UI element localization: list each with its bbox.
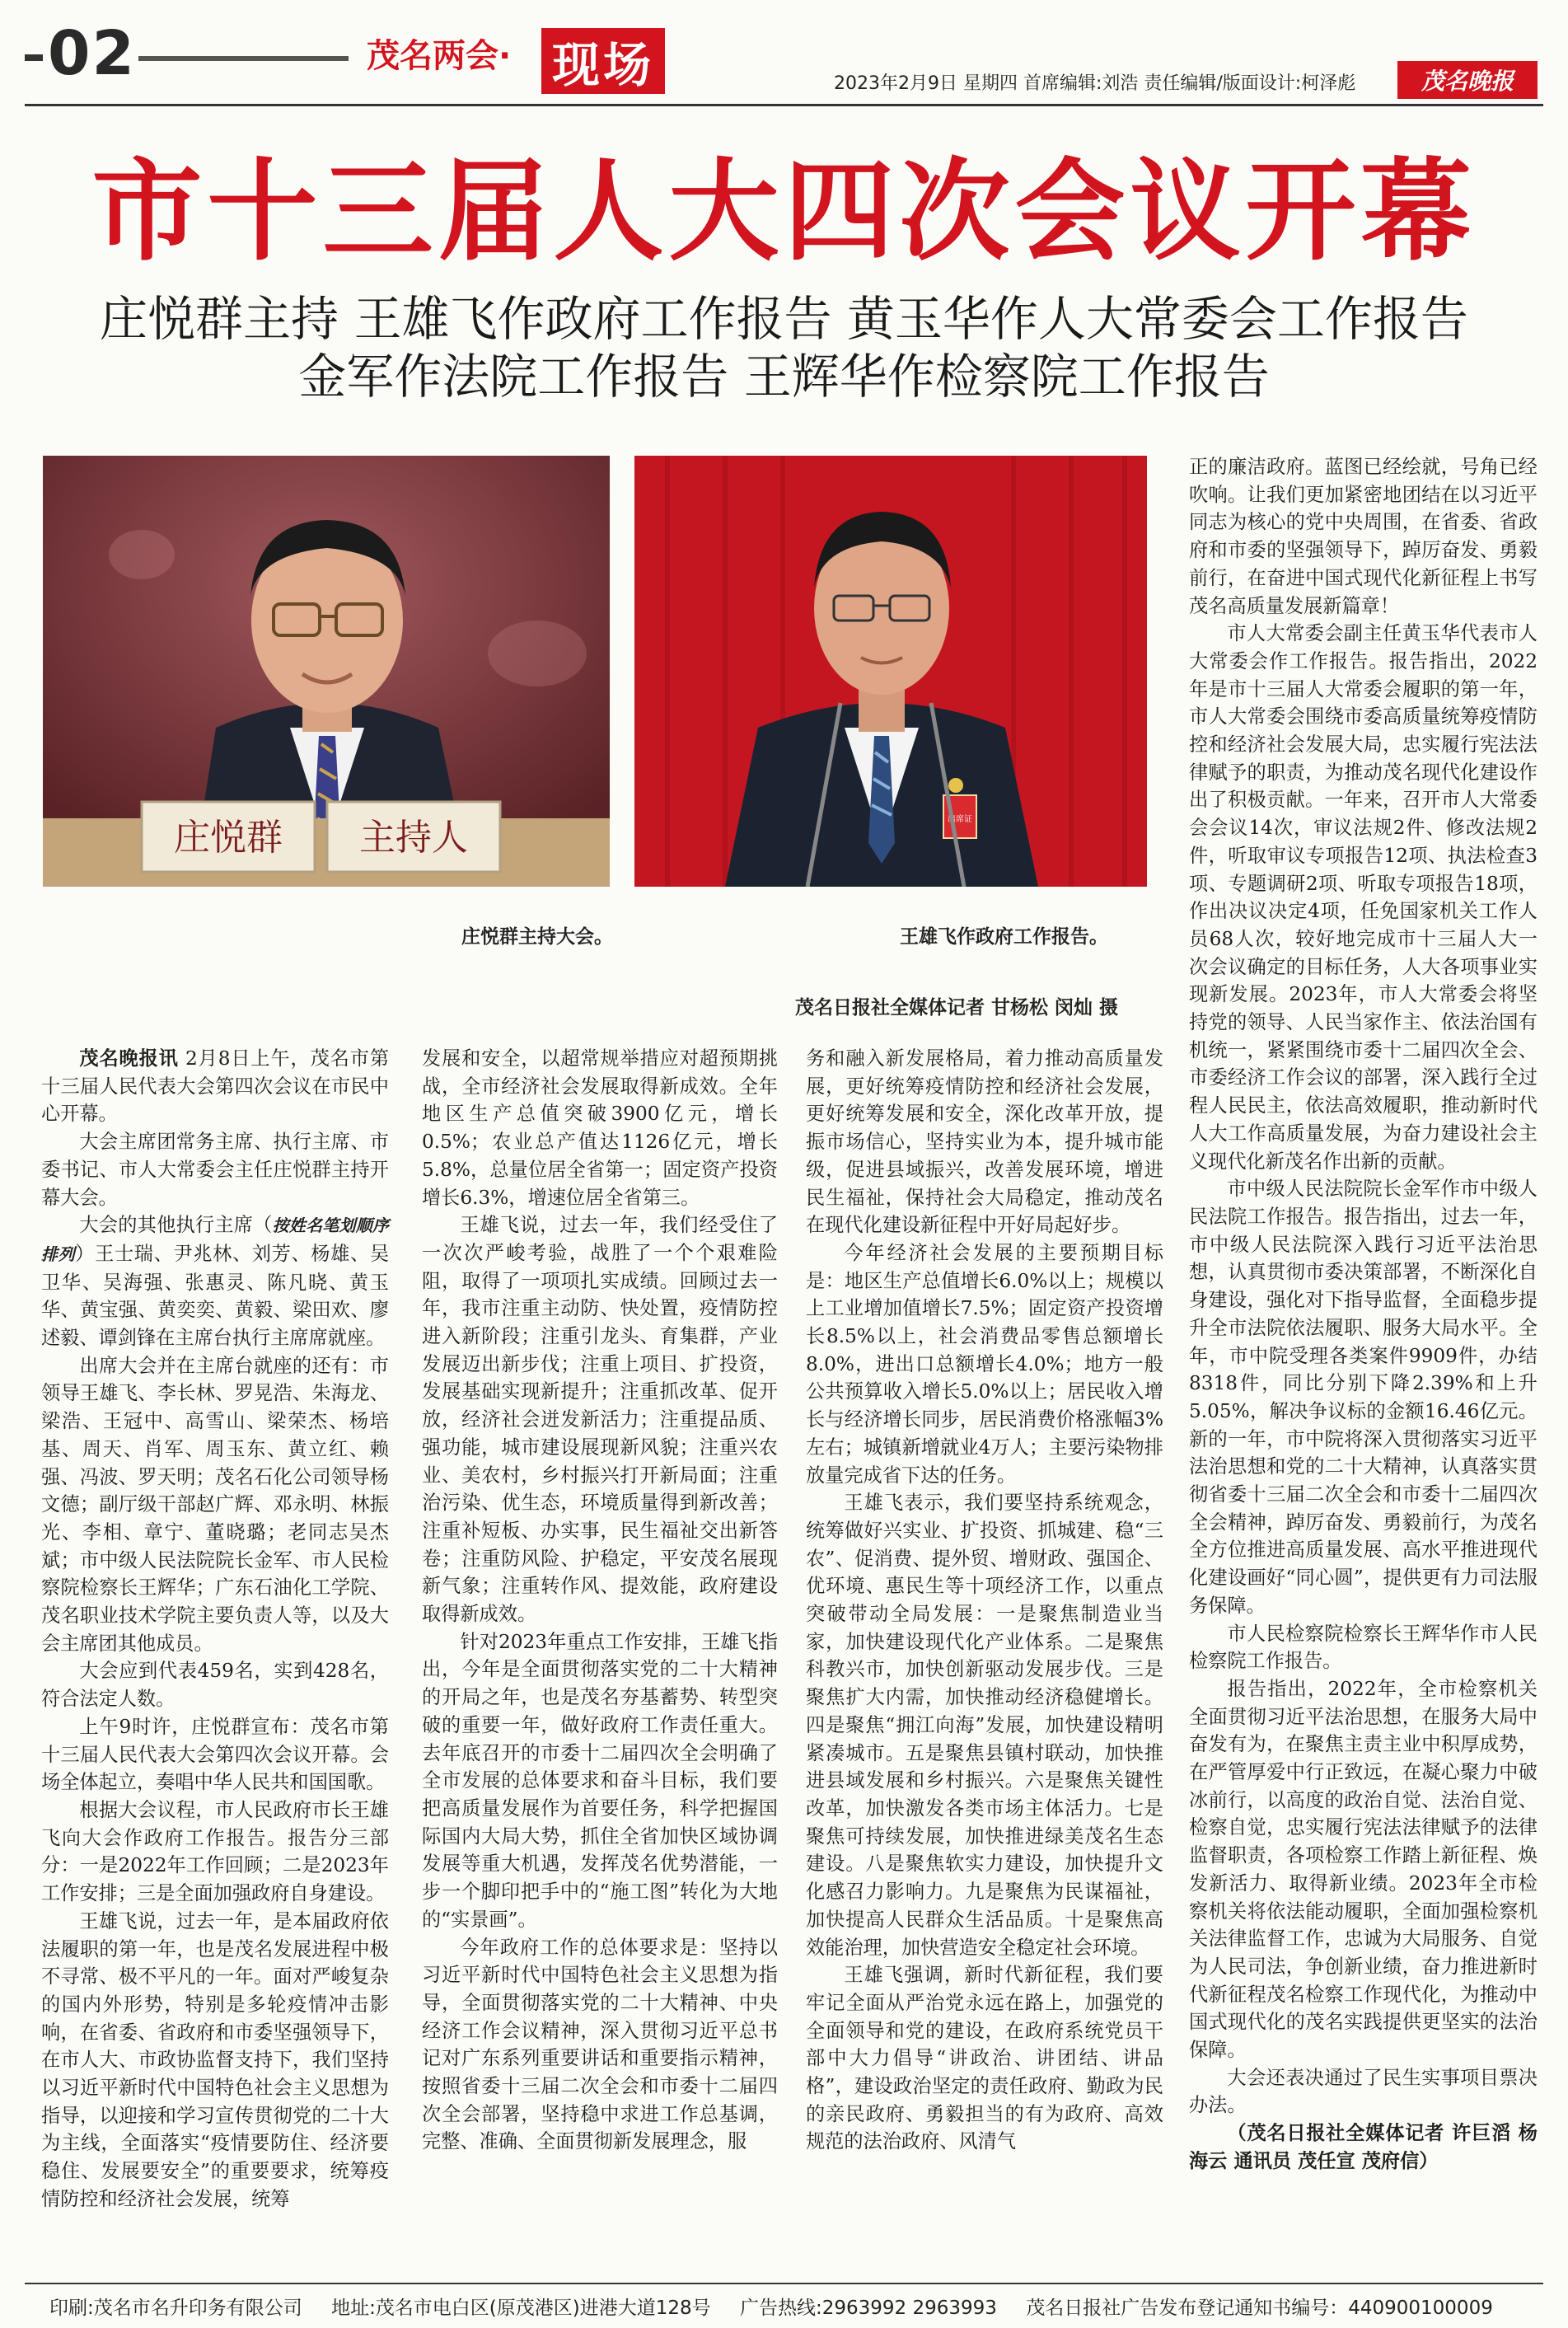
masthead-logo: 茂名晚报 <box>1397 61 1538 99</box>
paragraph: 今年经济社会发展的主要预期目标是：地区生产总值增长6.0%以上；规模以上工业增加值增长7.5%；固定资产投资增长8.5%以上，社会消费品零售总额增长8.0%，进出口总额增长4.0%；地方一般公共预算收入增长5.0%以上；居民收入增长与经济增长同步，居民消费价格涨幅3%左右；城镇新增就业4万人；主要污染物排放量完成省下达的任务。 <box>806 1241 1163 1487</box>
headline-subtitle-2: 金军作法院工作报告 王辉华作检察院工作报告 <box>298 349 1270 405</box>
footer-rule <box>25 2283 1543 2284</box>
header-info: 2023年2月9日 星期四 首席编辑:刘浩 责任编辑/版面设计:柯泽彪 <box>834 73 1356 94</box>
order-note: 按姓名笔划顺序排列 <box>41 1216 390 1264</box>
paragraph: 今年政府工作的总体要求是：坚持以习近平新时代中国特色社会主义思想为指导，全面贯彻落实党的二十大精神、中央经济工作会议精神，深入贯彻习近平总书记对广东系列重要讲话和重要指示精神，按照省委十三届二次全会和市委十二届四次全会部署，坚持稳中求进工作总基调，完整、准确、全面贯彻新发展理念，服 <box>422 1936 778 2153</box>
page-number: 02 <box>48 18 136 89</box>
photo-credit: 茂名日报社全媒体记者 甘杨松 闵灿 摄 <box>795 997 1119 1019</box>
photo-caption-2: 王雄飞作政府工作报告。 <box>900 926 1108 948</box>
header-rule <box>25 104 1543 106</box>
nameplate-2: 主持人 <box>359 817 468 859</box>
paragraph: 市中级人民法院院长金军作市中级人民法院工作报告。报告指出，过去一年，市中级人民法院深入践行习近平法治思想，认真贯彻市委决策部署，不断深化自身建设，强化对下指导监督，全面稳步提升全市法院依法履职、服务大局水平。全年，市中院受理各类案件9909件，办结8318件，同比分别下降2.39%和上升5.05%，解决争议标的金额16.46亿元。新的一年，市中院将深入贯彻落实习近平法治思想和党的二十大精神，认真落实贯彻省委十三届二次全会和市委十二届四次全会精神，踔厉奋发、勇毅前行，为茂名全方位推进高质量发展、高水平推进现代化建设画好“同心圆”，提供更有力司法服务保障。 <box>1189 1178 1538 1617</box>
footer-address: 地址:茂名市电白区(原茂港区)进港大道128号 <box>331 2298 711 2319</box>
photo-mayor-illustration <box>634 456 1147 887</box>
article-credit: （茂名日报社全媒体记者 许巨滔 杨海云 通讯员 茂任宣 茂府信） <box>1189 2122 1538 2172</box>
paragraph: 王雄飞强调，新时代新征程，我们要牢记全面从严治党永远在路上，加强党的全面领导和党的建设，在政府系统党员干部中大力倡导“讲政治、讲团结、讲品格”，建设政治坚定的责任政府、勤政为民的亲民政府、勇毅担当的有为政府、高效规范的法治政府、风清气 <box>806 1964 1163 2153</box>
headline-subtitle-1: 庄悦群主持 王雄飞作政府工作报告 黄玉华作人大常委会工作报告 <box>100 291 1468 347</box>
article-column-3 <box>806 1045 1163 2156</box>
paragraph: 王雄飞表示，我们要坚持系统观念，统筹做好兴实业、扩投资、抓城建、稳“三农”、促消费、提外贸、增财政、强国企、优环境、惠民生等十项经济工作，以重点突破带动全局发展：一是聚焦制造业当家，加快建设现代化产业体系。二是聚焦科教兴市，加快创新驱动发展步伐。三是聚焦扩大内需，加快推动经济稳健增长。四是聚焦“拥江向海”发展，加快建设精明紧凑城市。五是聚焦县镇村联动，加快推进县域发展和乡村振兴。六是聚焦关键性改革，加快激发各类市场主体活力。七是聚焦可持续发展，加快推进绿美茂名生态建设。八是聚焦软实力建设，加快提升文化感召力影响力。九是聚焦为民谋福祉，加快提高人民群众生活品质。十是聚焦高效能治理，加快营造安全稳定社会环境。 <box>806 1492 1163 1959</box>
paragraph: 务和融入新发展格局，着力推动高质量发展，更好统筹疫情防控和经济社会发展，更好统筹发展和安全，深化改革开放，提振市场信心，坚持实业为本，提升城市能级，促进县域振兴，改善发展环境，增进民生福祉，保持社会大局稳定，推动茂名在现代化建设新征程中开好局起好步。 <box>806 1047 1163 1237</box>
article-column-1 <box>41 1045 389 2213</box>
paragraph: 上午9时许，庄悦群宣布：茂名市第十三届人民代表大会第四次会议开幕。会场全体起立，奏唱中华人民共和国国歌。 <box>41 1715 389 1794</box>
article-column-2 <box>422 1045 778 2156</box>
article-lead-paragraph <box>41 1045 389 1128</box>
paragraph: 大会应到代表459名，实到428名，符合法定人数。 <box>41 1660 389 1711</box>
paragraph: 发展和安全，以超常规举措应对超预期挑战，全市经济社会发展取得新成效。全年地区生产总值突破3900亿元，增长0.5%；农业总产值达1126亿元，增长5.8%，总量位居全省第一；固定资产投资增长6.3%，增速位居全省第三。 <box>422 1047 778 1209</box>
paragraph: 市人民检察院检察长王辉华作市人民检察院工作报告。 <box>1189 1622 1538 1673</box>
header-line <box>138 56 349 61</box>
paragraph: 针对2023年重点工作安排，王雄飞指出，今年是全面贯彻落实党的二十大精神的开局之年，也是茂名夯基蓄势、转型突破的重要一年，做好政府工作责任重大。去年底召开的市委十二届四次全会明确了全市发展的总体要求和奋斗目标，我们要把高质量发展作为首要任务，科学把握国际国内大局大势，抓住全省加快区域协调发展等重大机遇，发挥茂名优势潜能，一步一个脚印把手中的“施工图”转化为大地的“实景画”。 <box>422 1630 778 1931</box>
footer-printer: 印刷:茂名市名升印务有限公司 <box>49 2298 302 2319</box>
photo-chairman-illustration <box>43 456 610 887</box>
paragraph: 市人大常委会副主任黄玉华代表市人大常委会作工作报告。报告指出，2022年是市十三届人大常委会履职的第一年，市人大常委会围绕市委高质量统筹疫情防控和经济社会发展大局，忠实履行宪法法律赋予的职责，为推动茂名现代化建设作出了积极贡献。一年来，召开市人大常委会会议14次，审议法规2件、修改法规2件，听取审议专项报告12项、执法检查3项、专题调研2项、听取专项报告18项，作出决议决定4项，任免国家机关工作人员68人次，较好地完成市十三届人大一次会议确定的目标任务，人大各项事业实现新发展。2023年，市人大常委会将坚持党的领导、人民当家作主、依法治国有机统一，紧紧围绕市委十二届四次全会、市委经济工作会议的部署，深入践行全过程人民民主，依法高效履职，推动新时代人大工作高质量发展，为奋力建设社会主义现代化新茂名作出新的贡献。 <box>1189 622 1538 1173</box>
article-column-4 <box>1189 453 1538 2176</box>
paragraph <box>41 1211 389 1352</box>
footer-ad-license: 茂名日报社广告发布登记通知书编号：440900100009 <box>1026 2298 1493 2319</box>
paragraph: 出席大会并在主席台就座的还有：市领导王雄飞、李长林、罗晃浩、朱海龙、梁浩、王冠中、高雪山、梁荣杰、杨培基、周天、肖军、周玉东、黄立红、赖强、冯波、罗天明；茂名石化公司领导杨文德；副厅级干部赵广辉、邓永明、林振光、李相、章宁、董晓璐；老同志吴杰斌；市中级人民法院院长金军、市人民检察院检察长王辉华；广东石油化工学院、茂名职业技术学院主要负责人等，以及大会主席团其他成员。 <box>41 1354 389 1655</box>
paragraph: 正的廉洁政府。蓝图已经绘就，号角已经吹响。让我们更加紧密地团结在以习近平同志为核心的党中央周围，在省委、省政府和市委的坚强领导下，踔厉奋发、勇毅前行，在奋进中国式现代化新征程上书写茂名高质量发展新篇章！ <box>1189 456 1538 617</box>
footer <box>49 2293 1533 2320</box>
nameplate-1: 庄悦群 <box>174 817 283 859</box>
footer-ad-hotline: 广告热线:2963992 2963993 <box>739 2298 997 2319</box>
delegate-badge: 出席证 <box>948 815 972 824</box>
paragraph: 大会主席团常务主席、执行主席、市委书记、市人大常委会主任庄悦群主持开幕大会。 <box>41 1131 389 1209</box>
photo-chairman <box>43 456 610 887</box>
photo-caption-1: 庄悦群主持大会。 <box>461 926 613 948</box>
photo-mayor <box>634 456 1147 887</box>
section-label: 现场 <box>541 28 665 94</box>
headline-title: 市十三届人大四次会议开幕 <box>91 148 1477 276</box>
paragraph: 根据大会议程，市人民政府市长王雄飞向大会作政府工作报告。报告分三部分：一是2022年工作回顾；二是2023年工作安排；三是全面加强政府自身建设。 <box>41 1798 389 1905</box>
header-dash <box>25 54 43 61</box>
paragraph-text: ）王士瑞、尹兆林、刘芳、杨雄、吴卫华、吴海强、张惠灵、陈凡晓、黄玉华、黄宝强、黄奕奕、黄毅、梁田欢、廖述毅、谭剑锋在主席台执行主席席就座。 <box>41 1242 390 1350</box>
paragraph: 王雄飞说，过去一年，是本届政府依法履职的第一年，也是茂名发展进程中极不寻常、极不平凡的一年。面对严峻复杂的国内外形势，特别是多轮疫情冲击影响，在省委、省政府和市委坚强领导下，在市人大、市政协监督支持下，我们坚持以习近平新时代中国特色社会主义思想为指导，以迎接和学习宣传贯彻党的二十大为主线，全面落实“疫情要防住、经济要稳住、发展要安全”的重要要求，统筹疫情防控和经济社会发展，统筹 <box>41 1909 389 2210</box>
paragraph: 报告指出，2022年，全市检察机关全面贯彻习近平法治思想，在服务大局中奋发有为，在聚焦主责主业中积厚成势，在严管厚爱中行正致远，在凝心聚力中破冰前行，以高度的政治自觉、法治自觉、检察自觉，忠实履行宪法法律赋予的法律监督职责，各项检察工作踏上新征程、焕发新活力、取得新业绩。2023年全市检察机关将依法能动履职，全面加强检察机关法律监督工作，忠诚为大局服务、自觉为人民司法，争创新业绩，奋力推进新时代新征程茂名检察工作现代化，为推动中国式现代化的茂名实践提供更坚实的法治保障。 <box>1189 1677 1538 2062</box>
lead-text: 2月8日上午，茂名市第十三届人民代表大会第四次会议在市民中心开幕。 <box>41 1047 390 1126</box>
section-kicker: 茂名两会· <box>367 37 512 75</box>
paragraph: 王雄飞说，过去一年，我们经受住了一次次严峻考验，战胜了一个个艰难险阻，取得了一项项扎实成绩。回顾过去一年，我市注重主动防、快处置，疫情防控进入新阶段；注重引龙头、育集群，产业发展迈出新步伐；注重上项目、扩投资，发展基础实现新提升；注重抓改革、促开放，经济社会迸发新活力；注重提品质、强功能，城市建设展现新风貌；注重兴农业、美农村，乡村振兴打开新局面；注重治污染、优生态，环境质量得到新改善；注重补短板、办实事，民生福祉交出新答卷；注重防风险、护稳定，平安茂名展现新气象；注重转作风、提效能，政府建设取得新成效。 <box>422 1214 778 1626</box>
paragraph-text: 大会的其他执行主席（ <box>79 1214 273 1237</box>
dateline: 茂名晚报讯 <box>79 1047 179 1070</box>
paragraph: 大会还表决通过了民生实事项目票决办法。 <box>1189 2066 1538 2117</box>
